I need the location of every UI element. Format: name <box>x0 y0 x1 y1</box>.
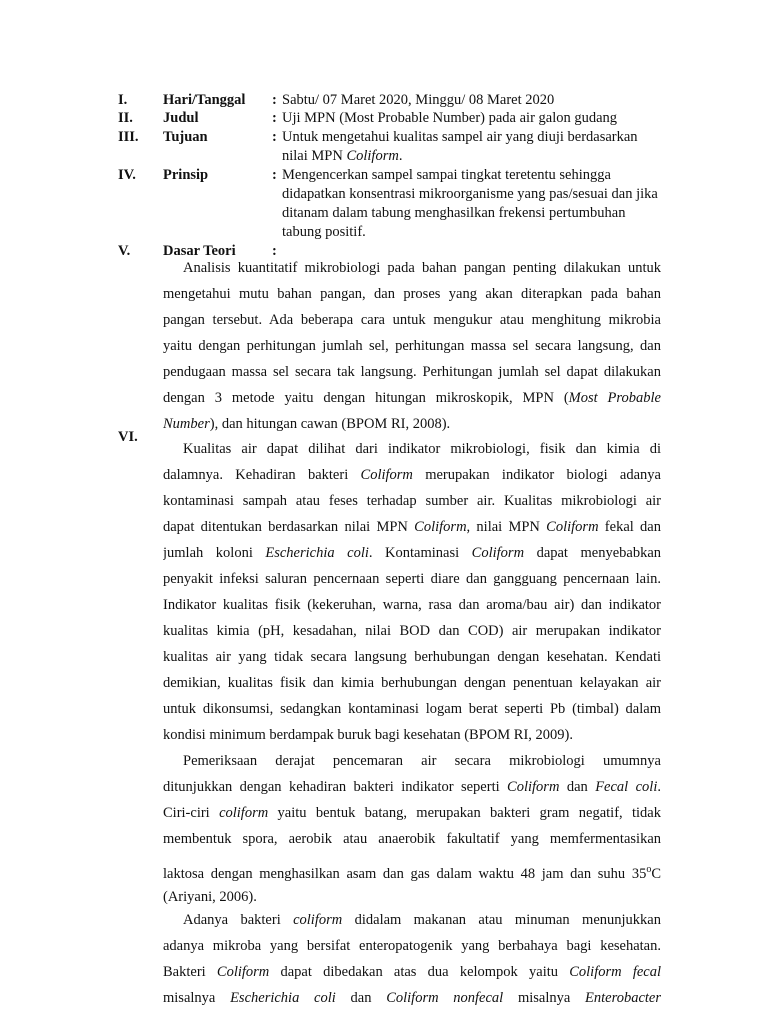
paragraph-4 <box>163 910 661 1014</box>
text-line: mengetahui mutu bahan pangan, dan proses yang akan diterapkan pada bahan <box>163 286 661 302</box>
text-line: pendugaan massa sel secara tak langsung. Perhitungan jumlah sel dapat dilakukan <box>163 364 661 380</box>
section-number-5: V. <box>118 243 131 259</box>
text-line: Analisis kuantitatif mikrobiologi pada bahan pangan penting dilakukan untuk <box>183 260 661 276</box>
text-line: demikian, kualitas fisik dan kimia berhubungan dengan penentuan kelayakan air <box>163 675 661 691</box>
text-line: jumlah koloni Escherichia coli. Kontaminasi Coliform dapat menyebabkan <box>163 545 661 561</box>
section-number-1: I. <box>118 92 128 108</box>
section-label-judul: Judul <box>163 110 199 126</box>
section-colon: : <box>272 92 277 108</box>
section-number-3: III. <box>118 129 139 145</box>
prinsip-line: ditanam dalam tabung menghasilkan frekensi pertumbuhan <box>282 205 626 221</box>
paragraph-2 <box>163 439 661 751</box>
text-line: misalnya Escherichia coli dan Coliform nonfecal misalnya Enterobacter <box>163 990 661 1006</box>
tujuan-line: Untuk mengetahui kualitas sampel air yang diuji berdasarkan <box>282 129 638 145</box>
section-label-tujuan: Tujuan <box>163 129 208 145</box>
text-line: dalamnya. Kehadiran bakteri Coliform merupakan indikator biologi adanya <box>163 467 661 483</box>
section-number-4: IV. <box>118 167 136 183</box>
prinsip-line: didapatkan konsentrasi mikroorganisme yang pas/sesuai dan jika <box>282 186 658 202</box>
text-line: dapat ditentukan berdasarkan nilai MPN Coliform, nilai MPN Coliform fekal dan <box>163 519 661 535</box>
section-value-title: Uji MPN (Most Probable Number) pada air galon gudang <box>282 110 618 126</box>
tujuan-line: nilai MPN Coliform. <box>282 148 403 164</box>
text-line: Pemeriksaan derajat pencemaran air secara mikrobiologi umumnya <box>183 753 661 769</box>
section-colon: : <box>272 110 277 126</box>
text-line: penyakit infeksi saluran pencernaan seperti diare dan gangguang pencernaan lain. <box>163 571 661 587</box>
section-colon: : <box>272 167 277 183</box>
section-colon: : <box>272 129 277 145</box>
section-colon: : <box>272 243 277 259</box>
text-line: pangan tersebut. Ada beberapa cara untuk mengukur atau menghitung mikrobia <box>163 312 661 328</box>
text-line: yaitu dengan perhitungan jumlah sel, perhitungan massa sel secara langsung, dan <box>163 338 661 354</box>
section-label-hari-tanggal: Hari/Tanggal <box>163 92 246 108</box>
section-number-2: II. <box>118 110 133 126</box>
text-line: dengan 3 metode yaitu dengan hitungan mikroskopik, MPN (Most Probable <box>163 390 661 406</box>
text-line: (Ariyani, 2006). <box>163 889 257 905</box>
text-line: kualitas kimia (pH, kesadahan, nilai BOD dan COD) air merupakan indikator <box>163 623 661 639</box>
text-line: Ciri-ciri coliform yaitu bentuk batang, merupakan bakteri gram negatif, tidak <box>163 805 661 821</box>
section-label-dasar-teori: Dasar Teori <box>163 243 236 259</box>
text-line: laktosa dengan menghasilkan asam dan gas dalam waktu 48 jam dan suhu 35$^o$C <box>163 864 661 882</box>
paragraph-1 <box>163 258 661 440</box>
section-number-6: VI. <box>118 429 138 445</box>
text-line: Number), dan hitungan cawan (BPOM RI, 2008). <box>163 416 451 432</box>
text-line: kontaminasi sampah atau feses terhadap sumber air. Kualitas mikrobiologi air <box>163 493 661 509</box>
prinsip-line: Mengencerkan sampel sampai tingkat teretentu sehingga <box>282 167 611 183</box>
text-line: adanya mikroba yang bersifat enteropatogenik yang berbahaya bagi kesehatan. <box>163 938 661 954</box>
prinsip-line: tabung positif. <box>282 224 366 240</box>
text-line: kondisi minimum berdampak buruk bagi kesehatan (BPOM RI, 2009). <box>163 727 573 743</box>
text-line: ditunjukkan dengan kehadiran bakteri indikator seperti Coliform dan Fecal coli. <box>163 779 661 795</box>
paragraph-3 <box>163 751 661 913</box>
text-line: Kualitas air dapat dilihat dari indikator mikrobiologi, fisik dan kimia di <box>183 441 661 457</box>
text-line: untuk dikonsumsi, sedangkan kontaminasi logam berat seperti Pb (timbal) dalam <box>163 701 661 717</box>
text-line: Bakteri Coliform dapat dibedakan atas dua kelompok yaitu Coliform fecal <box>163 964 661 980</box>
section-value-date: Sabtu/ 07 Maret 2020, Minggu/ 08 Maret 2020 <box>282 92 555 108</box>
text-line: Adanya bakteri coliform didalam makanan atau minuman menunjukkan <box>183 912 661 928</box>
text-line: kualitas air yang tidak secara langsung berhubungan dengan kesehatan. Kendati <box>163 649 661 665</box>
text-line: membentuk spora, aerobik atau anaerobik fakultatif yang memfermentasikan <box>163 831 661 847</box>
section-label-prinsip: Prinsip <box>163 167 209 183</box>
text-line: Indikator kualitas fisik (kekeruhan, warna, rasa dan aroma/bau air) dan indikator <box>163 597 661 613</box>
